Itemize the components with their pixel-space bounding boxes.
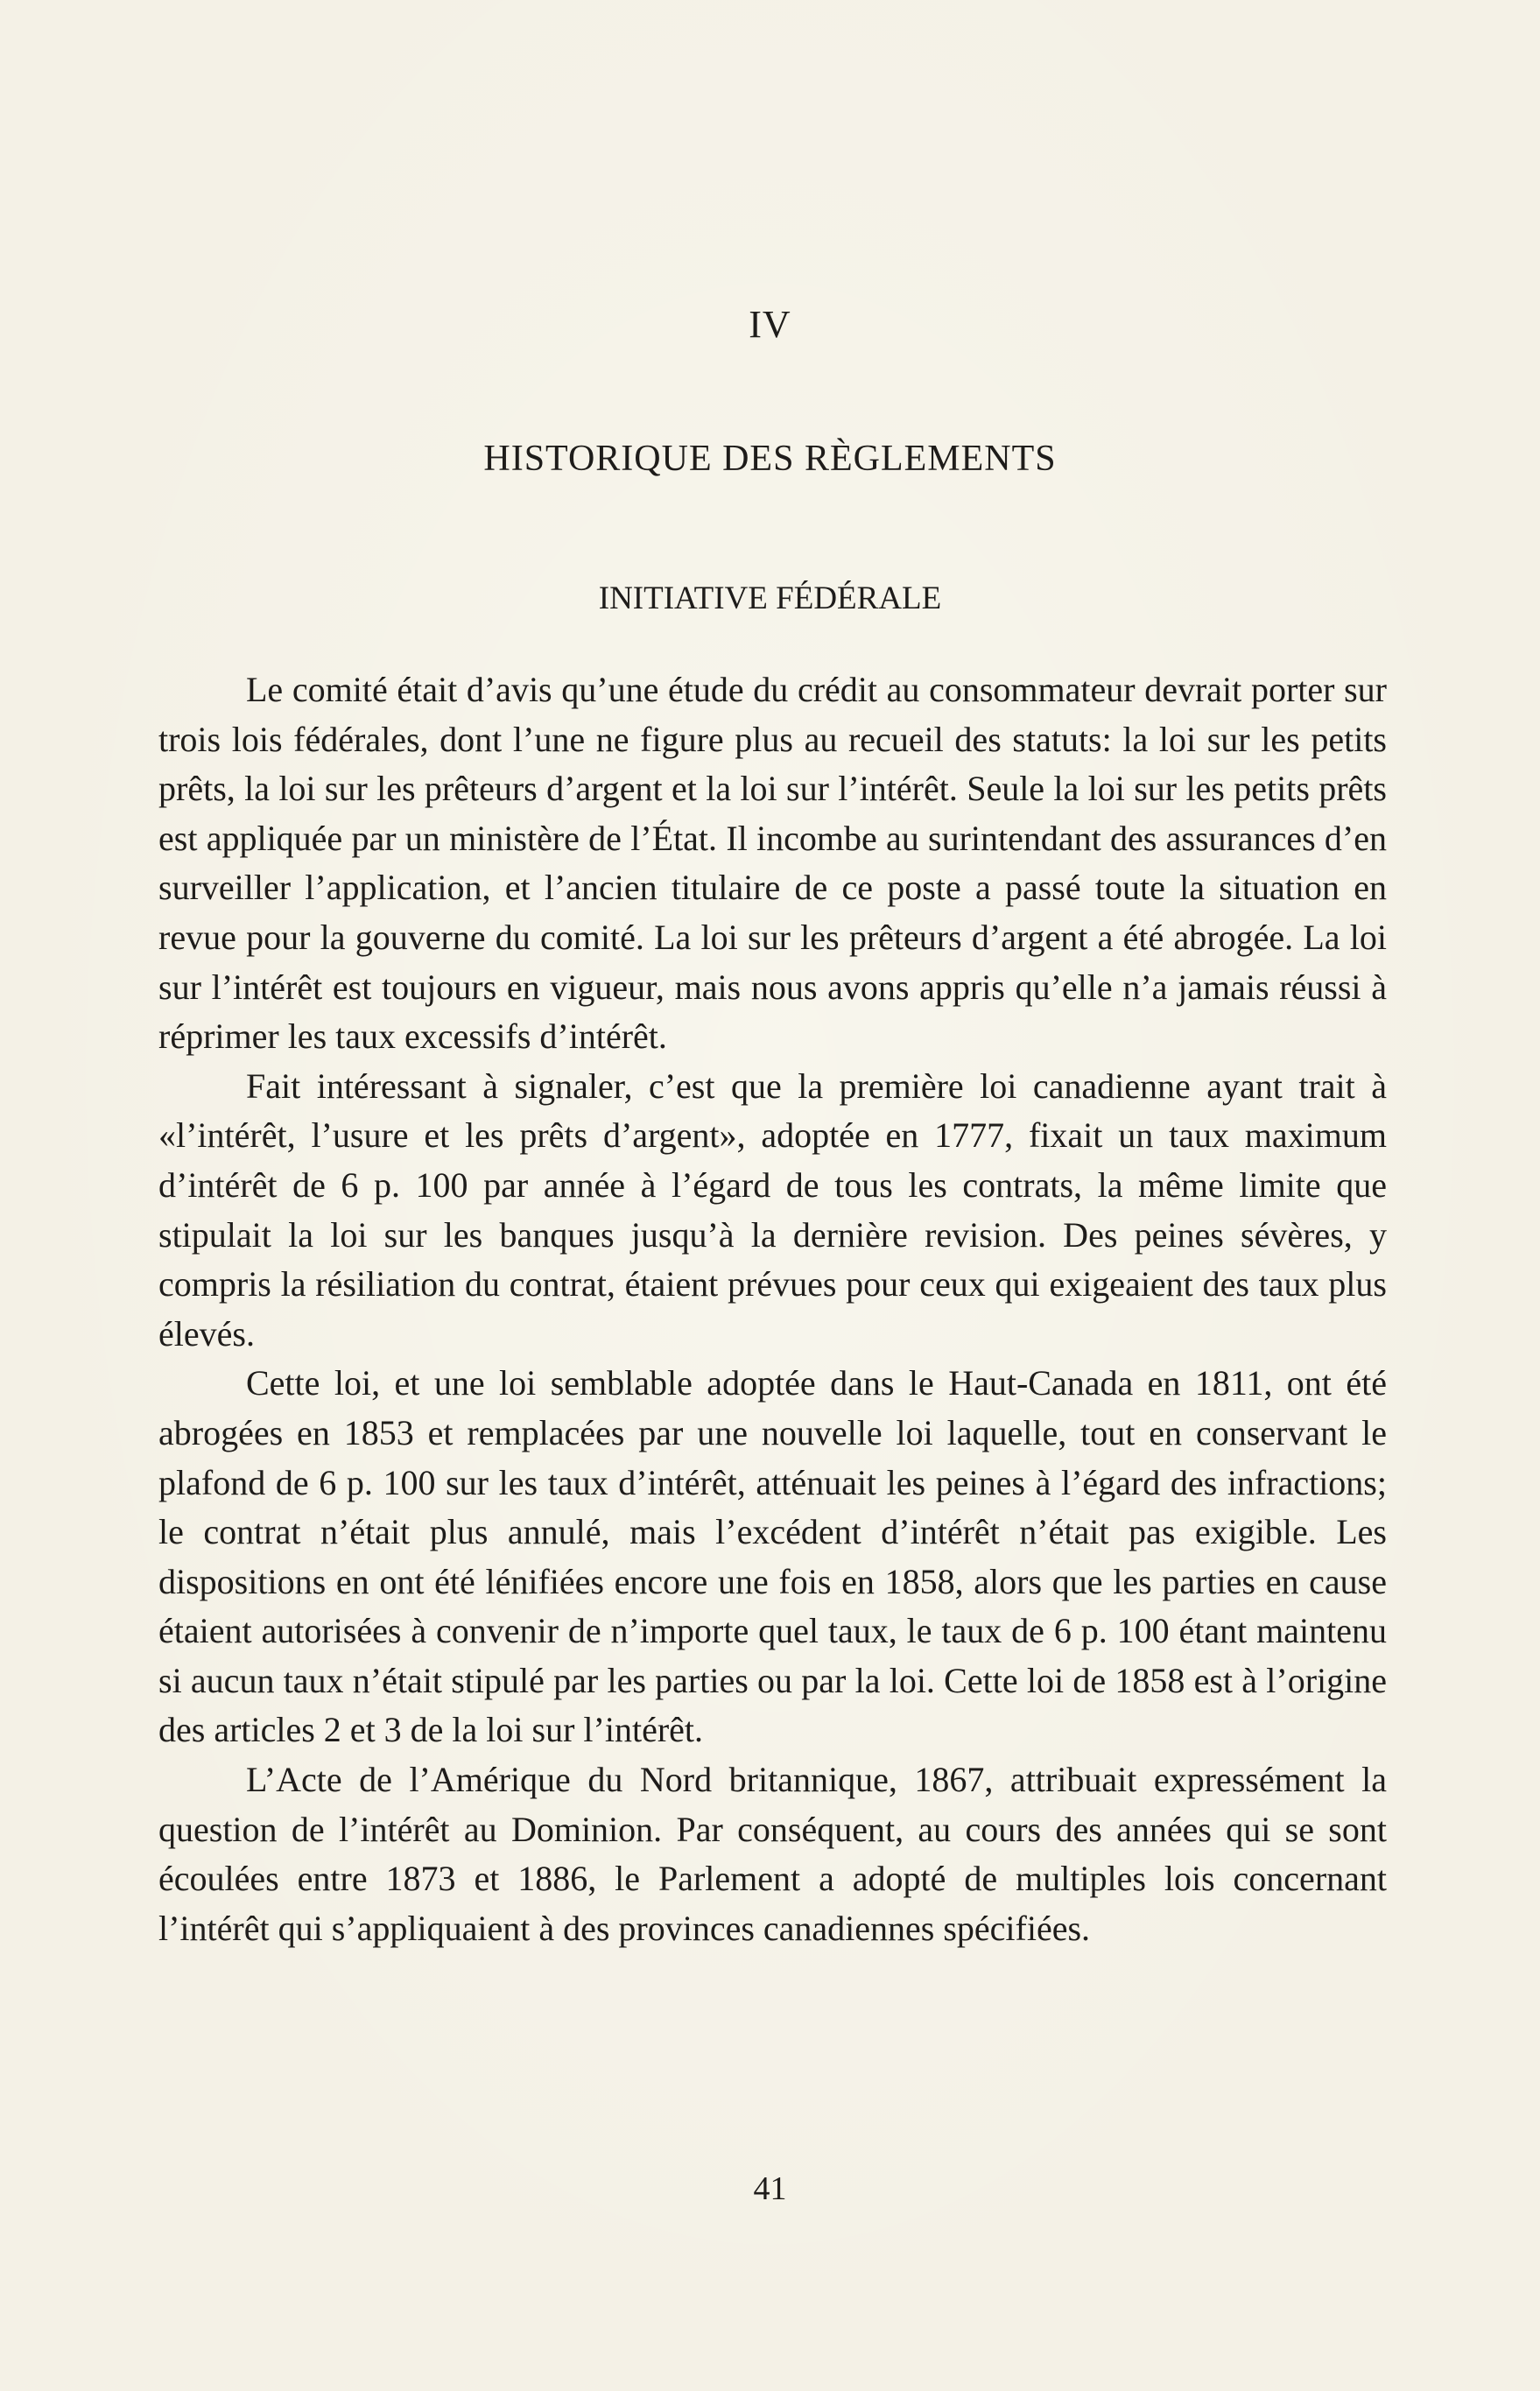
paragraph: L’Acte de l’Amérique du Nord britannique, 1867, attribuait expressément la question de l’intérêt au Dominion. Par conséquent, au cours des années qui se sont écoulées entre 1873 et 1886, le Parlement a adopté de multiples lois concernant l’intérêt qui s’appliquaient à des provinces canadiennes spécifiées. (158, 1760, 1387, 1948)
body-text (158, 665, 1387, 1953)
paragraph: Cette loi, et une loi semblable adoptée dans le Haut-Canada en 1811, ont été abrogées en 1853 et remplacées par une nouvelle loi laquelle, tout en conservant le plafond de 6 p. 100 sur les taux d’intérêt, atténuait les peines à l’égard des infractions; le contrat n’était plus annulé, mais l’excédent d’intérêt n’était pas exigible. Les dispositions en ont été lénifiées encore une fois en 1858, alors que les parties en cause étaient autorisées à convenir de n’importe quel taux, le taux de 6 p. 100 étant maintenu si aucun taux n’était stipulé par les parties ou par la loi. Cette loi de 1858 est à l’origine des articles 2 et 3 de la loi sur l’intérêt. (158, 1363, 1387, 1750)
chapter-title: HISTORIQUE DES RÈGLEMENTS (483, 439, 1057, 479)
page-number: 41 (753, 2170, 787, 2207)
chapter-number: IV (749, 303, 791, 346)
section-title: INITIATIVE FÉDÉRALE (598, 580, 942, 616)
paragraph: Le comité était d’avis qu’une étude du crédit au consommateur devrait porter sur trois lois fédérales, dont l’une ne figure plus au recueil des statuts: la loi sur les petits prêts, la loi sur les prêteurs d’argent et la loi sur l’intérêt. Seule la loi sur les petits prêts est appliquée par un ministère de l’État. Il incombe au surintendant des assurances d’en surveiller l’application, et l’ancien titulaire de ce poste a passé toute la situation en revue pour la gouverne du comité. La loi sur les prêteurs d’argent a été abrogée. La loi sur l’intérêt est toujours en vigueur, mais nous avons appris qu’elle n’a jamais réussi à réprimer les taux excessifs d’intérêt. (158, 670, 1387, 1057)
paragraph: Fait intéressant à signaler, c’est que la première loi canadienne ayant trait à «l’intérêt, l’usure et les prêts d’argent», adoptée en 1777, fixait un taux maximum d’intérêt de 6 p. 100 par année à l’égard de tous les contrats, la même limite que stipulait la loi sur les banques jusqu’à la dernière revision. Des peines sévères, y compris la résiliation du contrat, étaient prévues pour ceux qui exigeaient des taux plus élevés. (158, 1065, 1387, 1354)
